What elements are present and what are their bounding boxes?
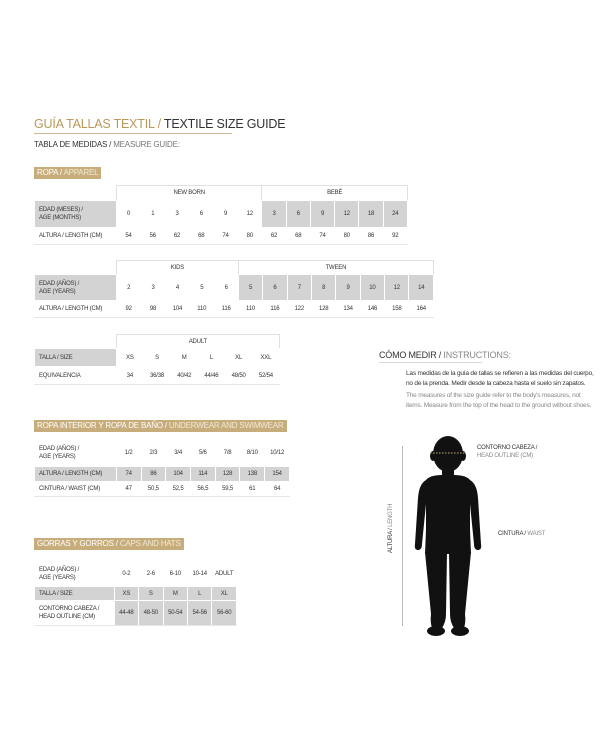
age-cell: ADULT (212, 562, 237, 587)
title-underline (34, 133, 232, 134)
length-cell: 92 (116, 301, 140, 318)
subtitle-en: MEASURE GUIDE: (113, 140, 180, 149)
age-cell: 9 (310, 201, 334, 228)
equivalent-cell: 34 (116, 367, 143, 385)
age-years-label (35, 562, 115, 587)
size-cell: XL (225, 349, 252, 367)
age-label-line1: EDAD (AÑOS) / (39, 280, 80, 287)
age-cell: 2/3 (141, 440, 166, 467)
waist-callout-en: WAIST (527, 531, 546, 537)
age-cell: 2 (116, 275, 140, 301)
length-label: ALTURA / LENGTH (CM) (35, 467, 117, 482)
table-corner (35, 261, 117, 275)
age-cell: 5 (190, 275, 214, 301)
age-label-line2: AGE (YEARS) (39, 575, 76, 581)
age-cell: 3 (262, 201, 286, 228)
age-cell: 10/12 (265, 440, 290, 467)
child-silhouette-icon (408, 432, 488, 640)
age-label-line1: EDAD (AÑOS) / (39, 446, 80, 452)
group-header-kids: KIDS (116, 261, 238, 275)
instructions-text-en: The measures of the size guide refer to the body's measures, not items. Measure from the top of the head to the ground without shoes. (406, 392, 592, 409)
adult-size-table (34, 334, 280, 385)
age-cell: 12 (385, 275, 409, 301)
head-cell: 56-60 (212, 601, 237, 626)
group-header-newborn: NEW BORN (116, 186, 262, 201)
head-callout-en: HEAD OUTLINE (CM) (477, 453, 533, 459)
size-cell: L (187, 587, 211, 601)
age-cell: 7/8 (215, 440, 240, 467)
equivalent-cell: 36/38 (143, 367, 170, 385)
age-cell: 6 (263, 275, 287, 301)
head-cell: 54-56 (187, 601, 211, 626)
equivalent-cell: 40/42 (171, 367, 198, 385)
age-label-line2: AGE (YEARS) (39, 288, 76, 295)
length-cell: 110 (190, 301, 214, 318)
age-cell: 8 (311, 275, 335, 301)
age-cell: 2-6 (139, 562, 163, 587)
age-cell: 7 (287, 275, 311, 301)
group-header-tween: TWEEN (238, 261, 433, 275)
waist-callout (498, 530, 545, 538)
head-outline-label (35, 601, 115, 626)
age-cell: 4 (165, 275, 189, 301)
hats-band-en: CAPS AND HATS (119, 539, 181, 548)
height-label (388, 504, 394, 553)
length-cell: 128 (311, 301, 335, 318)
size-cell: XS (116, 349, 143, 367)
age-cell: 24 (383, 201, 407, 228)
length-cell: 146 (360, 301, 384, 318)
instructions-title-en: INSTRUCTIONS: (443, 350, 511, 360)
hats-band-es: GORRAS Y GORROS / (37, 539, 118, 548)
kids-size-table (34, 260, 434, 318)
size-cell: S (143, 349, 170, 367)
size-cell: XS (114, 587, 138, 601)
head-label-line2: HEAD OUTLINE (CM) (39, 614, 95, 620)
age-cell: 5/6 (190, 440, 215, 467)
length-cell: 80 (335, 228, 359, 245)
age-label-line1: EDAD (MESES) / (39, 207, 83, 213)
age-months-label (35, 201, 117, 228)
equivalent-cell: 52/54 (252, 367, 279, 385)
length-cell: 116 (263, 301, 287, 318)
size-cell: L (198, 349, 225, 367)
age-years-label (35, 275, 117, 301)
age-cell: 3 (165, 201, 189, 228)
age-cell: 9 (213, 201, 237, 228)
hats-band (34, 538, 184, 550)
length-cell: 98 (141, 301, 165, 318)
waist-cell: 50,5 (141, 482, 166, 497)
age-cell: 5 (238, 275, 262, 301)
age-years-label (35, 440, 117, 467)
age-label-line2: AGE (YEARS) (39, 454, 76, 460)
age-cell: 6-10 (163, 562, 187, 587)
age-cell: 8/10 (240, 440, 265, 467)
waist-cell: 59,5 (215, 482, 240, 497)
length-cell: 138 (240, 467, 265, 482)
equivalent-cell: 44/46 (198, 367, 225, 385)
instructions-title-es: CÓMO MEDIR / (379, 350, 442, 360)
title-en: TEXTILE SIZE GUIDE (163, 117, 286, 131)
head-cell: 50-54 (163, 601, 187, 626)
apparel-band-en: APPAREL (63, 168, 99, 177)
page-title (34, 117, 285, 131)
child-silhouette-figure (408, 432, 488, 645)
age-cell: 3/4 (166, 440, 191, 467)
head-callout-es: CONTORNO CABEZA / (477, 445, 538, 451)
apparel-band (34, 167, 101, 179)
size-cell: M (163, 587, 187, 601)
age-cell: 14 (409, 275, 434, 301)
instructions-text-es: Las medidas de la guía de tallas se refieren a las medidas del cuerpo, no de la prenda. Medir desde la cabeza hasta el suelo sin zapatos. (406, 370, 594, 387)
length-cell: 80 (238, 228, 262, 245)
length-cell: 86 (141, 467, 166, 482)
age-cell: 10-14 (187, 562, 211, 587)
length-cell: 54 (116, 228, 140, 245)
head-outline-callout (477, 444, 537, 460)
head-cell: 48-50 (139, 601, 163, 626)
length-cell: 128 (215, 467, 240, 482)
length-cell: 68 (189, 228, 213, 245)
instructions-title (379, 350, 511, 360)
waist-label: CINTURA / WAIST (CM) (35, 482, 117, 497)
length-cell: 116 (214, 301, 238, 318)
equivalent-cell: 48/50 (225, 367, 252, 385)
length-cell: 154 (265, 467, 290, 482)
length-cell: 68 (286, 228, 310, 245)
age-cell: 12 (238, 201, 262, 228)
age-cell: 1 (141, 201, 165, 228)
head-cell: 44-48 (114, 601, 138, 626)
title-separator: / (157, 117, 161, 131)
size-cell: M (171, 349, 198, 367)
length-cell: 74 (116, 467, 141, 482)
waist-cell: 52,5 (166, 482, 191, 497)
age-cell: 1/2 (116, 440, 141, 467)
length-cell: 134 (336, 301, 360, 318)
group-header-bebe: BEBÉ (262, 186, 408, 201)
waist-callout-es: CINTURA / (498, 531, 526, 537)
length-cell: 74 (213, 228, 237, 245)
age-label-line1: EDAD (AÑOS) / (39, 567, 80, 573)
length-cell: 62 (262, 228, 286, 245)
head-label-line1: CONTORNO CABEZA / (39, 606, 100, 612)
apparel-band-es: ROPA / (37, 168, 62, 177)
length-cell: 56 (141, 228, 165, 245)
height-label-en: LENGTH (388, 503, 394, 527)
length-cell: 86 (359, 228, 383, 245)
length-cell: 92 (383, 228, 407, 245)
table-corner (35, 186, 117, 201)
age-label-line2: AGE (MONTHS) (39, 215, 81, 221)
length-cell: 104 (166, 467, 191, 482)
length-cell: 122 (287, 301, 311, 318)
subtitle (34, 140, 180, 149)
height-measure-line (402, 446, 403, 626)
waist-cell: 47 (116, 482, 141, 497)
size-cell: XXL (252, 349, 279, 367)
length-label: ALTURA / LENGTH (CM) (35, 228, 117, 245)
underwear-band (34, 420, 287, 432)
instructions-underline (379, 362, 482, 363)
age-cell: 0 (116, 201, 140, 228)
length-cell: 62 (165, 228, 189, 245)
size-cell: S (139, 587, 163, 601)
length-cell: 110 (238, 301, 262, 318)
size-label: TALLA / SIZE (35, 587, 115, 601)
length-cell: 74 (310, 228, 334, 245)
age-cell: 6 (286, 201, 310, 228)
length-label: ALTURA / LENGTH (CM) (35, 301, 117, 318)
height-label-es: ALTURA / (388, 528, 394, 553)
group-header-adult: ADULT (116, 335, 279, 349)
hats-size-table (34, 561, 237, 626)
table-corner (35, 335, 117, 349)
age-cell: 9 (336, 275, 360, 301)
length-cell: 114 (190, 467, 215, 482)
age-cell: 18 (359, 201, 383, 228)
underwear-band-en: UNDERWEAR AND SWIMWEAR (168, 421, 284, 430)
length-cell: 164 (409, 301, 434, 318)
baby-size-table (34, 185, 408, 245)
size-cell: XL (212, 587, 237, 601)
age-cell: 3 (141, 275, 165, 301)
waist-cell: 61 (240, 482, 265, 497)
length-cell: 104 (165, 301, 189, 318)
length-cell: 158 (385, 301, 409, 318)
age-cell: 12 (335, 201, 359, 228)
size-label: TALLA / SIZE (35, 349, 117, 367)
age-cell: 0-2 (114, 562, 138, 587)
age-cell: 6 (189, 201, 213, 228)
underwear-size-table (34, 439, 290, 497)
subtitle-es: TABLA DE MEDIDAS / (34, 140, 112, 149)
equivalence-label: EQUIVALENCIA (35, 367, 117, 385)
waist-cell: 56,5 (190, 482, 215, 497)
age-cell: 10 (360, 275, 384, 301)
age-cell: 6 (214, 275, 238, 301)
title-es: GUÍA TALLAS TEXTIL (34, 117, 155, 131)
waist-cell: 64 (265, 482, 290, 497)
underwear-band-es: ROPA INTERIOR Y ROPA DE BAÑO / (37, 421, 167, 430)
